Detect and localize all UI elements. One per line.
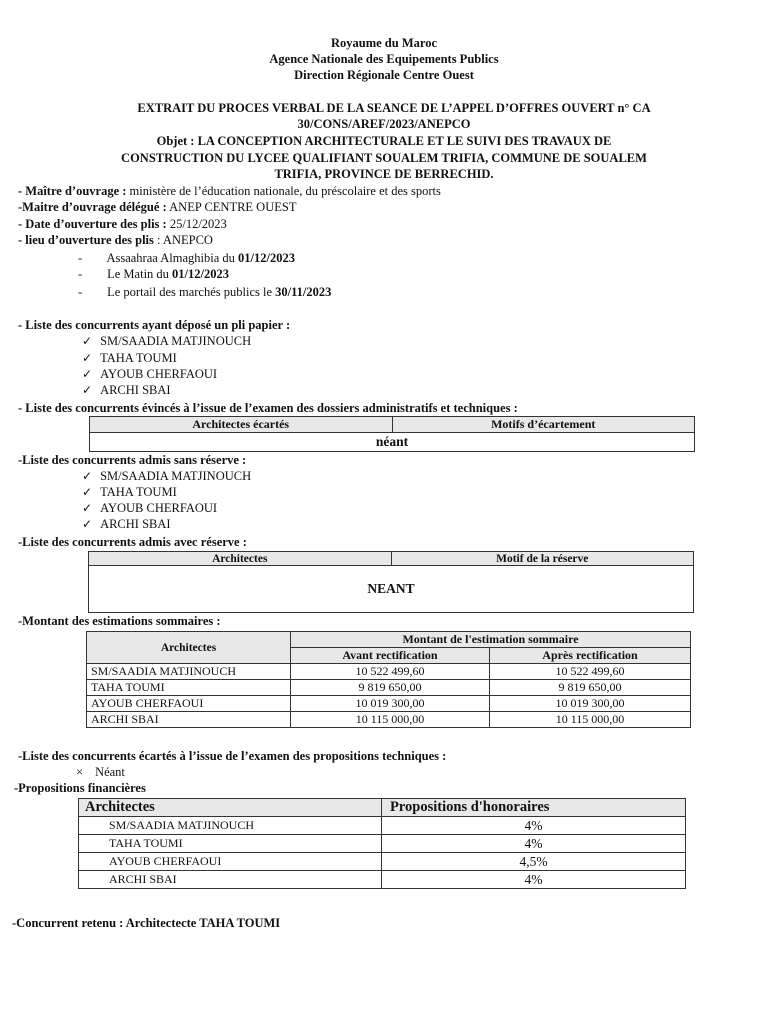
estimation-avant: 10 019 300,00 <box>291 696 490 712</box>
estimation-apres: 10 019 300,00 <box>490 696 691 712</box>
table-row <box>87 696 691 712</box>
estimation-avant: 10 522 499,60 <box>291 664 490 680</box>
estimation-avant: 9 819 650,00 <box>291 680 490 696</box>
admis-item: ✓ AYOUB CHERFAOUI <box>82 501 217 516</box>
doc-title-ref: 30/CONS/AREF/2023/ANEPCO <box>297 117 471 131</box>
evinces-table <box>89 416 695 452</box>
objet-line1: Objet : LA CONCEPTION ARCHITECTURALE ET LE SUIVI DES TRAVAUX DE <box>156 134 612 148</box>
header-direction: Direction Régionale Centre Ouest <box>294 68 474 82</box>
table-row <box>87 712 691 728</box>
table-row <box>79 835 686 853</box>
financiere-value: 4% <box>382 817 686 835</box>
evinces-value: néant <box>90 433 695 452</box>
estimation-apres: 10 115 000,00 <box>490 712 691 728</box>
table-row <box>87 664 691 680</box>
reserve-value: NEANT <box>89 566 694 613</box>
financiere-name: AYOUB CHERFAOUI <box>79 853 382 871</box>
estimations-label: -Montant des estimations sommaires : <box>18 614 221 628</box>
estimations-table <box>86 631 691 728</box>
publication-3: - Le portail des marchés publics le 30/11/2023 <box>78 285 331 300</box>
depose-item: ✓ ARCHI SBAI <box>82 383 171 398</box>
financiere-name: SM/SAADIA MATJINOUCH <box>79 817 382 835</box>
estimation-name: SM/SAADIA MATJINOUCH <box>87 664 291 680</box>
objet-line2: CONSTRUCTION DU LYCEE QUALIFIANT SOUALEM TRIFIA, COMMUNE DE SOUALEM <box>121 151 647 165</box>
financiere-name: TAHA TOUMI <box>79 835 382 853</box>
maitre-delegue-value: ANEP CENTRE OUEST <box>166 200 297 214</box>
estimation-apres: 9 819 650,00 <box>490 680 691 696</box>
financiere-name: ARCHI SBAI <box>79 871 382 889</box>
financiere-value: 4% <box>382 871 686 889</box>
admis-item: ✓ TAHA TOUMI <box>82 485 177 500</box>
objet-line3: TRIFIA, PROVINCE DE BERRECHID. <box>274 167 494 181</box>
date-ouverture <box>18 217 227 232</box>
header-country: Royaume du Maroc <box>330 36 437 50</box>
publication-1: - Assaahraa Almaghibia du 01/12/2023 <box>78 251 295 266</box>
estimation-name: ARCHI SBAI <box>87 712 291 728</box>
financiere-value: 4% <box>382 835 686 853</box>
financiere-value: 4,5% <box>382 853 686 871</box>
evinces-col-motifs: Motifs d’écartement <box>392 417 695 433</box>
admis-label: -Liste des concurrents admis sans réserve : <box>18 453 247 467</box>
estimations-col-architectes: Architectes <box>87 632 291 664</box>
table-row <box>87 680 691 696</box>
admis-item: ✓ ARCHI SBAI <box>82 517 171 532</box>
evinces-label: - Liste des concurrents évincés à l’issue de l’examen des dossiers administratifs et techniques : <box>18 401 518 415</box>
header-agency: Agence Nationale des Equipements Publics <box>269 52 499 66</box>
reserve-table <box>88 551 694 613</box>
admis-item: ✓ SM/SAADIA MATJINOUCH <box>82 469 251 484</box>
lieu-ouverture <box>18 233 213 248</box>
financieres-col-honoraires: Propositions d'honoraires <box>382 799 686 817</box>
doc-title: EXTRAIT DU PROCES VERBAL DE LA SEANCE DE L’APPEL D’OFFRES OUVERT n° CA <box>137 101 651 115</box>
estimations-col-apres: Après rectification <box>490 648 691 664</box>
reserve-label: -Liste des concurrents admis avec réserve : <box>18 535 247 549</box>
date-ouverture-label: - Date d’ouverture des plis : <box>18 217 167 231</box>
depose-item: ✓ AYOUB CHERFAOUI <box>82 367 217 382</box>
lieu-ouverture-label: - lieu d’ouverture des plis <box>18 233 154 247</box>
maitre-ouvrage-value: ministère de l’éducation nationale, du préscolaire et des sports <box>126 184 441 198</box>
depose-item: ✓ TAHA TOUMI <box>82 351 177 366</box>
ecartes-tech-label: -Liste des concurrents écartés à l’issue de l’examen des propositions techniques : <box>18 749 447 763</box>
maitre-delegue <box>18 200 296 215</box>
reserve-col-architectes: Architectes <box>89 552 392 566</box>
maitre-ouvrage-label: - Maître d’ouvrage : <box>18 184 127 198</box>
estimation-avant: 10 115 000,00 <box>291 712 490 728</box>
maitre-delegue-label: -Maitre d’ouvrage délégué : <box>18 200 167 214</box>
lieu-ouverture-value: : ANEPCO <box>153 233 213 247</box>
reserve-col-motif: Motif de la réserve <box>391 552 694 566</box>
depose-label: - Liste des concurrents ayant déposé un pli papier : <box>18 318 291 332</box>
ecartes-tech-item: × Néant <box>76 765 125 779</box>
estimation-name: AYOUB CHERFAOUI <box>87 696 291 712</box>
publication-2: - Le Matin du 01/12/2023 <box>78 267 229 282</box>
estimations-col-avant: Avant rectification <box>291 648 490 664</box>
evinces-col-architectes: Architectes écartés <box>90 417 393 433</box>
cross-icon: × <box>76 765 84 779</box>
table-row <box>79 817 686 835</box>
date-ouverture-value: 25/12/2023 <box>166 217 227 231</box>
concurrent-retenu: -Concurrent retenu : Architectecte TAHA TOUMI <box>12 916 281 930</box>
estimation-apres: 10 522 499,60 <box>490 664 691 680</box>
maitre-ouvrage <box>18 184 441 199</box>
financieres-col-architectes: Architectes <box>79 799 382 817</box>
financieres-table <box>78 798 686 889</box>
estimation-name: TAHA TOUMI <box>87 680 291 696</box>
estimations-col-group: Montant de l'estimation sommaire <box>291 632 691 648</box>
depose-item: ✓ SM/SAADIA MATJINOUCH <box>82 334 251 349</box>
financieres-label: -Propositions financières <box>14 781 146 795</box>
table-row <box>79 871 686 889</box>
table-row <box>79 853 686 871</box>
